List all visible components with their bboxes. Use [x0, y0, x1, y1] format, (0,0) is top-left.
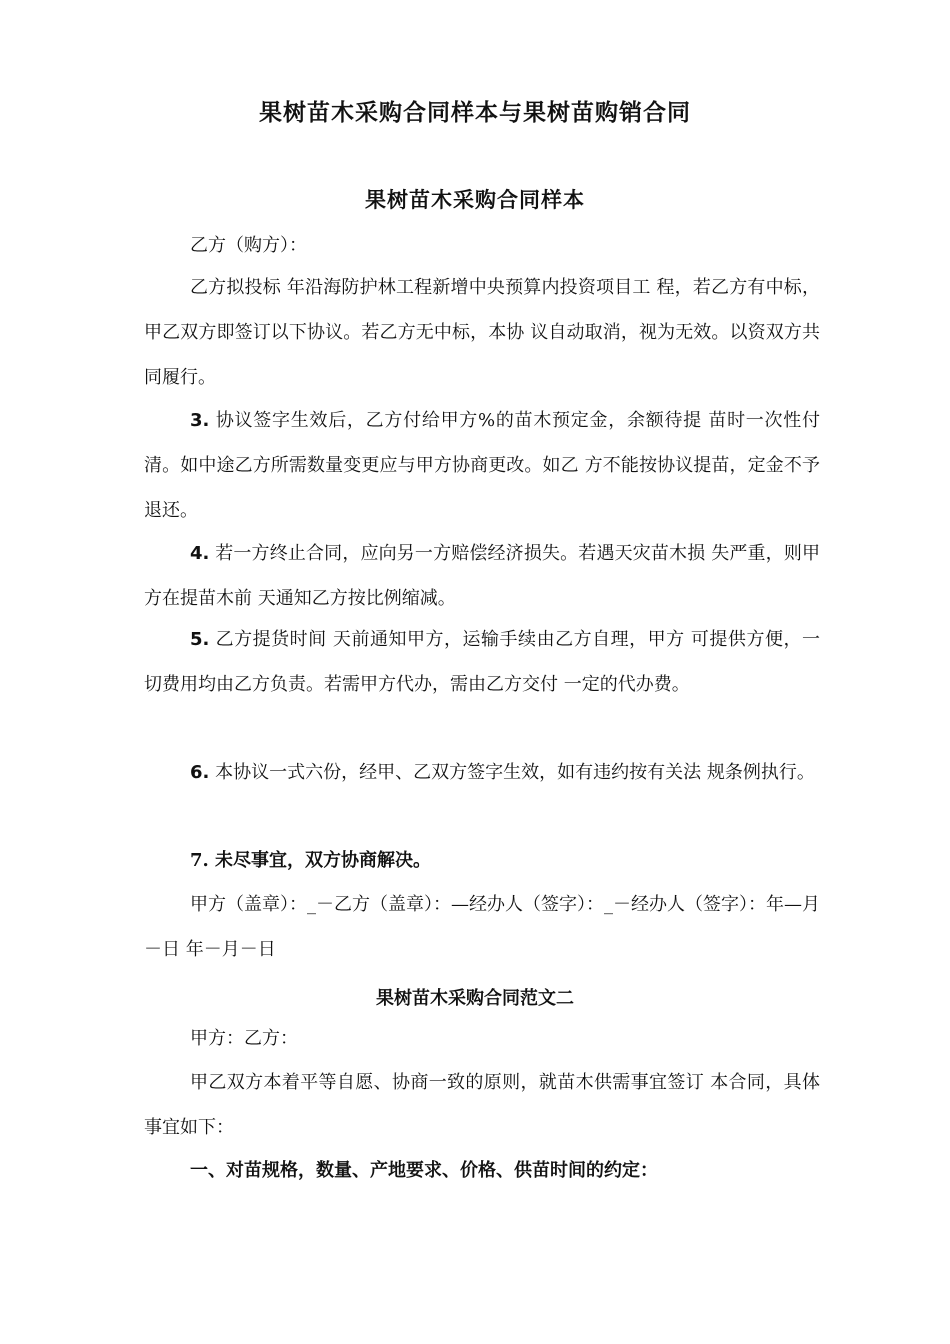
- buyer-line: 乙方（购方）：: [190, 235, 307, 256]
- paragraph-principles: 甲乙双方本着平等自愿、协商一致的原则，就苗木供需事宜签订 本合同，具体事宜如下：: [144, 1072, 820, 1138]
- clause-6: [144, 750, 820, 795]
- clause-number: 3.: [190, 410, 210, 431]
- clause-7: 7. 未尽事宜，双方协商解决。: [190, 850, 432, 871]
- clause-number: 6.: [190, 762, 210, 783]
- clause-4: [144, 531, 820, 621]
- parties-line: 甲方：乙方：: [190, 1028, 298, 1049]
- section-title-sample: 果树苗木采购合同样本: [365, 187, 585, 212]
- signature-line: 甲方（盖章）：_－乙方（盖章）：—经办人（签字）：_－经办人（签字）：年—月－日 年－月－日: [144, 894, 820, 960]
- paragraph-bidding: 乙方拟投标 年沿海防护林工程新增中央预算内投资项目工 程，若乙方有中标，甲乙双方即签订以下协议。若乙方无中标，本协 议自动取消，视为无效。以资双方共同履行。: [144, 277, 820, 388]
- clause-number: 4.: [190, 543, 210, 564]
- clause-5: [144, 617, 820, 707]
- heading-specifications: 一、对苗规格，数量、产地要求、价格、供苗时间的约定：: [190, 1160, 658, 1181]
- clause-text: 乙方提货时间 天前通知甲方，运输手续由乙方自理，甲方 可提供方便，一切费用均由乙方负责。若需甲方代办，需由乙方交付 一定的代办费。: [144, 629, 820, 695]
- clause-text: 若一方终止合同，应向另一方赔偿经济损失。若遇天灾苗木损 失严重，则甲方在提苗木前 天通知乙方按比例缩减。: [144, 543, 820, 609]
- clause-text: 本协议一式六份，经甲、乙双方签字生效，如有违约按有关法 规条例执行。: [209, 762, 815, 783]
- clause-3: [144, 398, 820, 533]
- clause-number: 5.: [190, 629, 210, 650]
- section-title-sample-two: 果树苗木采购合同范文二: [376, 988, 574, 1009]
- clause-text: 协议签字生效后，乙方付给甲方%的苗木预定金，余额待提 苗时一次性付清。如中途乙方所需数量变更应与甲方协商更改。如乙 方不能按协议提苗，定金不予退还。: [144, 410, 820, 521]
- document-title: 果树苗木采购合同样本与果树苗购销合同: [259, 99, 691, 126]
